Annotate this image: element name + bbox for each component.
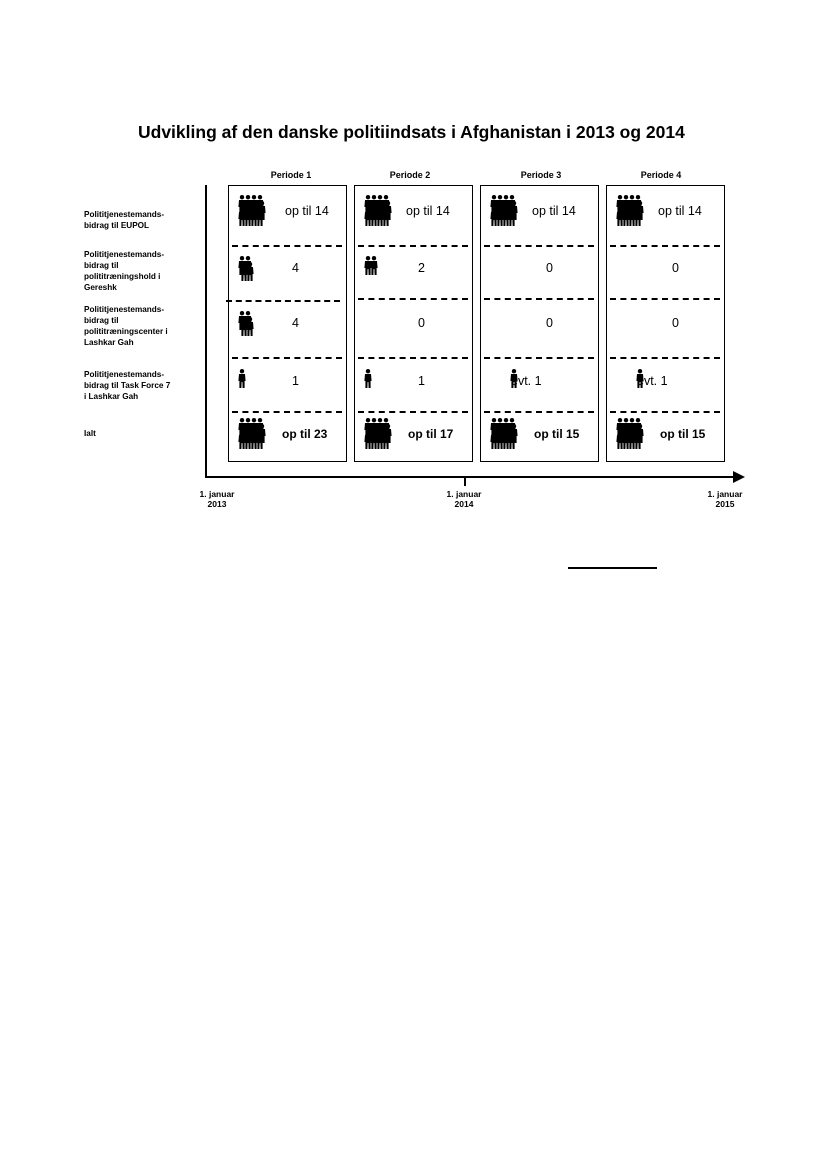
figures <box>616 418 646 452</box>
police-figures-icon <box>616 418 646 455</box>
cell-row4-period4 <box>606 365 725 405</box>
cell-row1-period3 <box>480 195 599 235</box>
footnote-rule <box>568 567 657 569</box>
cell-value: 1 <box>292 374 299 388</box>
period-2-header: Periode 2 <box>389 170 431 180</box>
cell-value: op til 14 <box>406 204 450 218</box>
row-separator <box>610 411 720 413</box>
cell-value: op til 17 <box>408 427 454 441</box>
police-figures-icon <box>364 418 394 455</box>
row-separator <box>358 298 468 300</box>
cell-value: op til 23 <box>282 427 328 441</box>
police-figures-icon <box>238 418 268 455</box>
cell-row1-period2 <box>354 195 473 235</box>
cell-row5-period4 <box>606 418 725 458</box>
period-4-header: Periode 4 <box>640 170 682 180</box>
cell-row5-period1 <box>228 418 347 458</box>
cell-value: 0 <box>546 261 553 275</box>
time-axis <box>205 476 737 478</box>
row-separator <box>232 411 342 413</box>
cell-row2-period3 <box>480 252 599 292</box>
period-1-header: Periode 1 <box>270 170 312 180</box>
figures <box>490 418 520 452</box>
row-separator <box>232 357 342 359</box>
axis-label-2015: 1. januar 2015 <box>707 489 743 509</box>
police-figures-icon <box>616 195 646 232</box>
police-figures-icon <box>238 369 250 392</box>
figures <box>364 418 394 452</box>
cell-row5-period2 <box>354 418 473 458</box>
figures <box>238 256 256 290</box>
row-separator <box>358 357 468 359</box>
row-separator <box>358 411 468 413</box>
cell-row3-period2 <box>354 307 473 347</box>
cell-value: op til 15 <box>534 427 580 441</box>
axis-label-2014: 1. januar 2014 <box>446 489 482 509</box>
cell-value: 1 <box>418 374 425 388</box>
cell-row2-period1 <box>228 252 347 292</box>
police-figures-icon <box>364 369 376 392</box>
police-figures-icon <box>364 195 394 232</box>
axis-tick <box>464 478 466 486</box>
cell-value: 0 <box>672 261 679 275</box>
police-figures-icon <box>238 256 256 286</box>
figures <box>490 195 520 229</box>
row-label-eupol: Polititjenestemands- bidrag til EUPOL <box>84 210 165 230</box>
cell-row3-period1 <box>228 307 347 347</box>
figures <box>238 195 268 229</box>
cell-value: 4 <box>292 261 299 275</box>
cell-value: 0 <box>418 316 425 330</box>
row-separator <box>358 245 468 247</box>
figures <box>364 256 382 290</box>
police-figures-icon <box>490 195 520 232</box>
cell-value: 4 <box>292 316 299 330</box>
cell-row4-period2 <box>354 365 473 405</box>
police-figures-icon <box>490 418 520 455</box>
figures <box>364 195 394 229</box>
cell-row1-period1 <box>228 195 347 235</box>
police-figures-icon <box>238 195 268 232</box>
cell-value: 0 <box>546 316 553 330</box>
cell-value: evt. 1 <box>511 374 542 388</box>
chart-title: Udvikling af den danske politiindsats i Afghanistan i 2013 og 2014 <box>138 122 685 142</box>
cell-row2-period2 <box>354 252 473 292</box>
police-figures-icon <box>364 256 382 279</box>
figures <box>238 311 256 345</box>
row-label-lashkar-gah-center: Polititjenestemands- bidrag til polititræningscenter i Lashkar Gah <box>84 305 168 347</box>
cell-row1-period4 <box>606 195 725 235</box>
police-figures-icon <box>238 311 256 341</box>
axis-label-2013: 1. januar 2013 <box>199 489 235 509</box>
cell-value: op til 14 <box>532 204 576 218</box>
row-separator <box>610 357 720 359</box>
cell-row4-period1 <box>228 365 347 405</box>
row-separator <box>232 245 342 247</box>
axis-arrow-icon <box>733 471 745 483</box>
cell-row5-period3 <box>480 418 599 458</box>
figures <box>238 369 250 403</box>
time-axis-vertical <box>205 185 207 477</box>
cell-value: 0 <box>672 316 679 330</box>
row-separator <box>484 411 594 413</box>
cell-row3-period4 <box>606 307 725 347</box>
figures <box>364 369 376 403</box>
cell-value: op til 14 <box>658 204 702 218</box>
figures <box>616 195 646 229</box>
row-separator <box>610 298 720 300</box>
cell-value: evt. 1 <box>637 374 668 388</box>
cell-row4-period3 <box>480 365 599 405</box>
row-separator <box>484 357 594 359</box>
row-label-total: Ialt <box>84 429 96 438</box>
row-separator <box>610 245 720 247</box>
row-label-task-force-7: Polititjenestemands- bidrag til Task Force 7 i Lashkar Gah <box>84 370 171 401</box>
cell-value: op til 14 <box>285 204 329 218</box>
cell-row2-period4 <box>606 252 725 292</box>
cell-value: 2 <box>418 261 425 275</box>
row-separator <box>484 298 594 300</box>
cell-value: op til 15 <box>660 427 706 441</box>
cell-row3-period3 <box>480 307 599 347</box>
period-3-header: Periode 3 <box>520 170 562 180</box>
row-separator <box>226 300 340 302</box>
figures <box>238 418 268 452</box>
row-label-gereshk: Polititjenestemands- bidrag til polititræningshold i Gereshk <box>84 250 165 292</box>
row-separator <box>484 245 594 247</box>
